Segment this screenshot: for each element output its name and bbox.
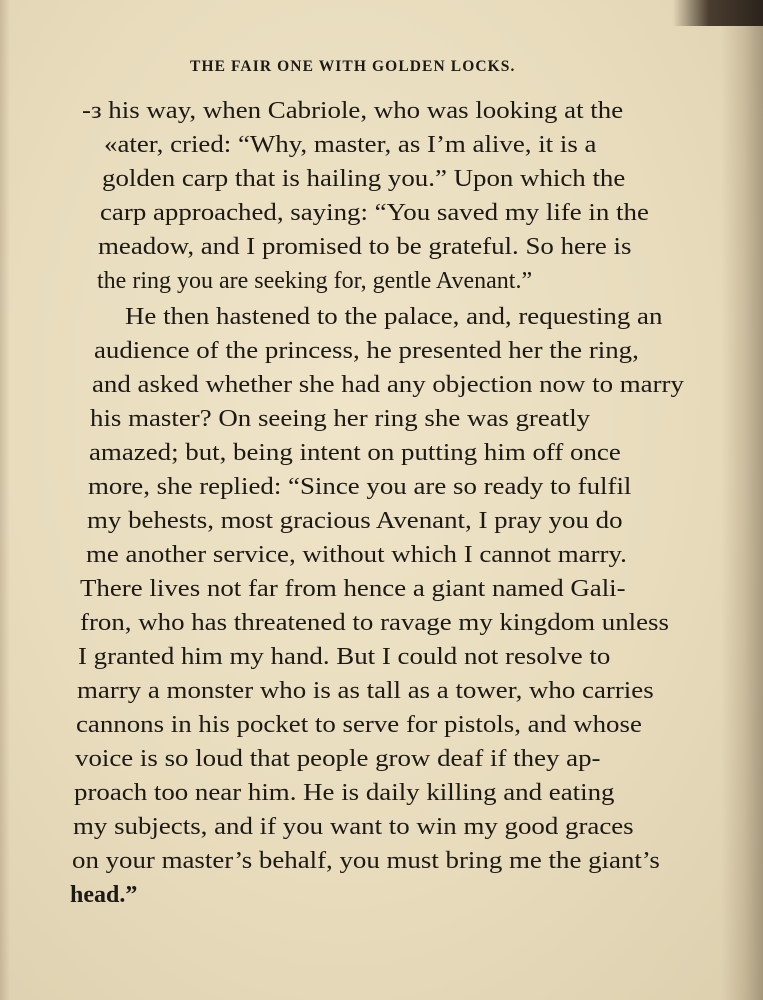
page-left-edge bbox=[0, 0, 10, 1000]
text-line: marry a monster who is as tall as a tower, who carries bbox=[77, 678, 654, 704]
text-line: and asked whether she had any objection now to marry bbox=[92, 372, 684, 398]
book-binding-corner bbox=[673, 0, 763, 26]
page-gutter-shadow bbox=[721, 0, 763, 1000]
text-line: voice is so loud that people grow deaf if they ap- bbox=[75, 746, 601, 772]
text-line: meadow, and I promised to be grateful. So here is bbox=[98, 234, 632, 260]
running-head: THE FAIR ONE WITH GOLDEN LOCKS. bbox=[190, 58, 516, 75]
text-line: There lives not far from hence a giant named Gali- bbox=[80, 576, 626, 602]
text-line: amazed; but, being intent on putting him off once bbox=[89, 440, 621, 466]
text-line: proach too near him. He is daily killing and eating bbox=[74, 780, 615, 806]
text-line: my subjects, and if you want to win my good graces bbox=[73, 814, 634, 840]
text-line: fron, who has threatened to ravage my kingdom unless bbox=[80, 610, 669, 636]
text-line: me another service, without which I cannot marry. bbox=[86, 542, 627, 568]
text-line: golden carp that is hailing you.” Upon which the bbox=[102, 166, 626, 192]
text-line: cannons in his pocket to serve for pistols, and whose bbox=[76, 712, 642, 738]
text-line: I granted him my hand. But I could not resolve to bbox=[78, 644, 611, 670]
text-line: the ring you are seeking for, gentle Avenant.” bbox=[97, 268, 533, 294]
text-line: his master? On seeing her ring she was greatly bbox=[90, 406, 591, 432]
text-line: on your master’s behalf, you must bring me the giant’s bbox=[72, 848, 660, 874]
text-line: carp approached, saying: “You saved my life in the bbox=[100, 200, 649, 226]
text-line: head.” bbox=[70, 882, 138, 908]
text-line: audience of the princess, he presented her the ring, bbox=[94, 338, 639, 364]
text-line: «ater, cried: “Why, master, as I’m alive, it is a bbox=[104, 132, 597, 158]
text-line: more, she replied: “Since you are so ready to fulfil bbox=[88, 474, 632, 500]
text-line: He then hastened to the palace, and, requesting an bbox=[125, 304, 663, 330]
text-line: -з his way, when Cabriole, who was looking at thе bbox=[82, 98, 624, 124]
text-line: my behests, most gracious Avenant, I pray you do bbox=[87, 508, 623, 534]
